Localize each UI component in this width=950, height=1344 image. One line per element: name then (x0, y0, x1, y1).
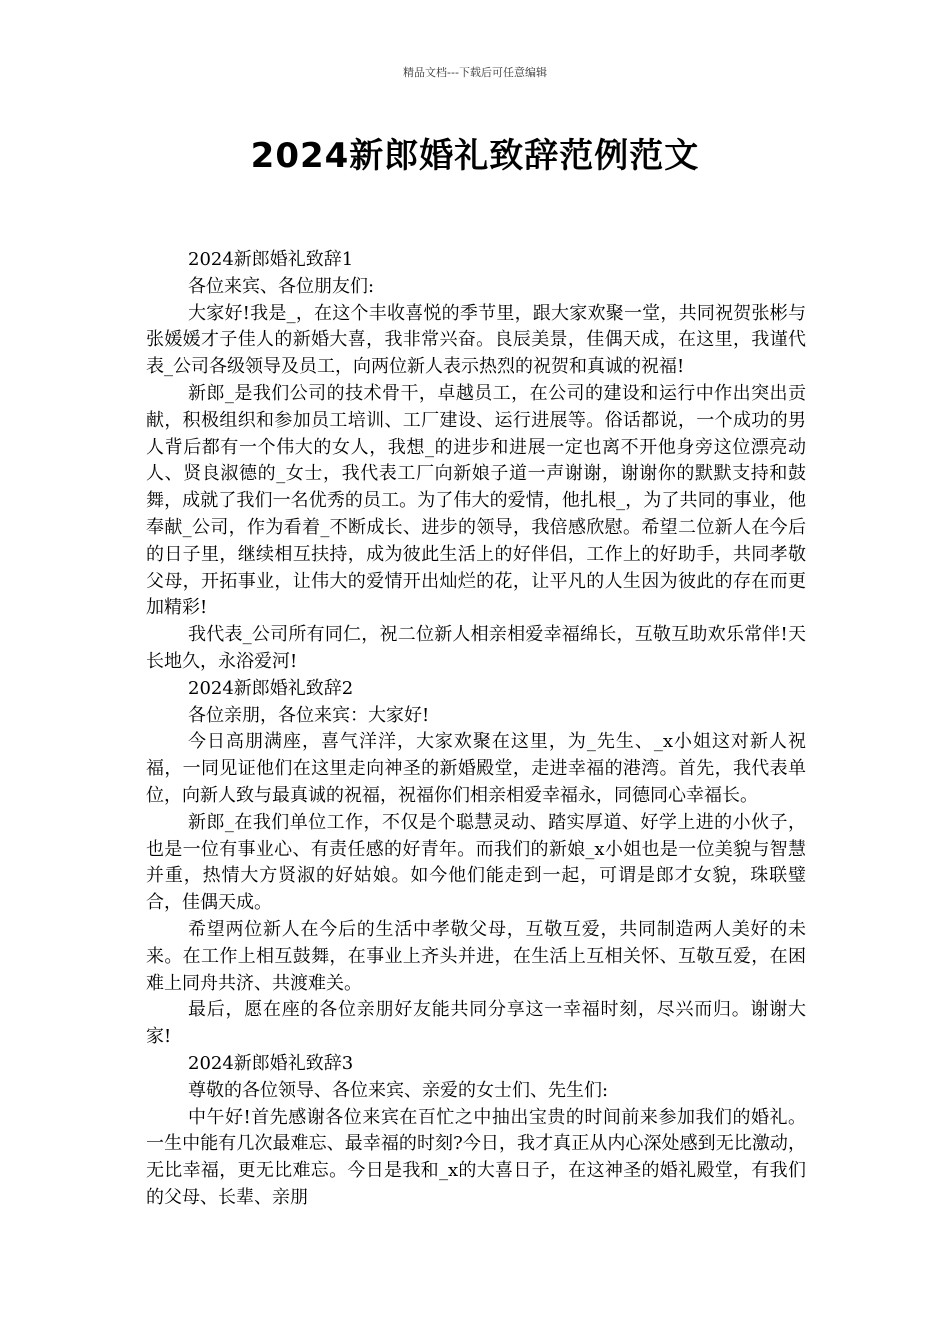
header-note: 精品文档---下载后可任意编辑 (403, 66, 547, 79)
paragraph: 我代表_公司所有同仁，祝二位新人相亲相爱幸福绵长，互敬互助欢乐常伴!天长地久，永浴爱河! (146, 624, 806, 672)
paragraph: 中午好!首先感谢各位来宾在百忙之中抽出宝贵的时间前来参加我们的婚礼。一生中能有几次最难忘、最幸福的时刻?今日，我才真正从内心深处感到无比激动，无比幸福，更无比难忘。今日是我和_x的大喜日子，在这神圣的婚礼殿堂，有我们的父母、长辈、亲朋 (146, 1106, 806, 1208)
document-title: 2024新郎婚礼致辞范例范文 (250, 136, 700, 176)
document-body (146, 247, 806, 1212)
section-heading: 2024新郎婚礼致辞1 (188, 249, 354, 270)
paragraph: 新郎_在我们单位工作，不仅是个聪慧灵动、踏实厚道、好学上进的小伙子，也是一位有事业心、有责任感的好青年。而我们的新娘_x小姐也是一位美貌与智慧并重，热情大方贤淑的好姑娘。如今他们能走到一起，可谓是郎才女貌，珠联璧合，佳偶天成。 (146, 811, 806, 914)
paragraph: 希望两位新人在今后的生活中孝敬父母，互敬互爱，共同制造两人美好的未来。在工作上相互鼓舞，在事业上齐头并进，在生活上互相关怀、互敬互爱，在困难上同舟共济、共渡难关。 (146, 918, 806, 994)
salutation: 各位来宾、各位朋友们: (188, 275, 375, 297)
salutation: 尊敬的各位领导、各位来宾、亲爱的女士们、先生们: (188, 1079, 609, 1101)
paragraph: 大家好!我是_，在这个丰收喜悦的季节里，跟大家欢聚一堂，共同祝贺张彬与张媛媛才子佳人的新婚大喜，我非常兴奋。良辰美景，佳偶天成，在这里，我谨代表_公司各级领导及员工，向两位新人表示热烈的祝贺和真诚的祝福! (146, 302, 806, 378)
section-heading: 2024新郎婚礼致辞3 (188, 1052, 354, 1074)
section-heading: 2024新郎婚礼致辞2 (188, 677, 354, 699)
paragraph: 今日高朋满座，喜气洋洋，大家欢聚在这里，为_先生、_x小姐这对新人祝福，一同见证他们在这里走向神圣的新婚殿堂，走进幸福的港湾。首先，我代表单位，向新人致与最真诚的祝福，祝福你们相亲相爱幸福永，同德同心幸福长。 (146, 731, 806, 806)
salutation: 各位亲朋，各位来宾：大家好! (188, 704, 430, 726)
paragraph: 最后，愿在座的各位亲朋好友能共同分享这一幸福时刻，尽兴而归。谢谢大家! (146, 999, 806, 1048)
paragraph: 新郎_是我们公司的技术骨干，卓越员工，在公司的建设和运行中作出突出贡献，积极组织和参加员工培训、工厂建设、运行进展等。俗话都说，一个成功的男人背后都有一个伟大的女人，我想_的进步和进展一定也离不开他身旁这位漂亮动人、贤良淑德的_女士，我代表工厂向新娘子道一声谢谢，谢谢你的默默支持和鼓舞，成就了我们一名优秀的员工。为了伟大的爱情，他扎根_，为了共同的事业，他奉献_公司，作为看着_不断成长、进步的领导，我倍感欣慰。希望二位新人在今后的日子里，继续相互扶持，成为彼此生活上的好伴侣，工作上的好助手，共同孝敬父母，开拓事业，让伟大的爱情开出灿烂的花，让平凡的人生因为彼此的存在而更加精彩! (146, 382, 806, 619)
